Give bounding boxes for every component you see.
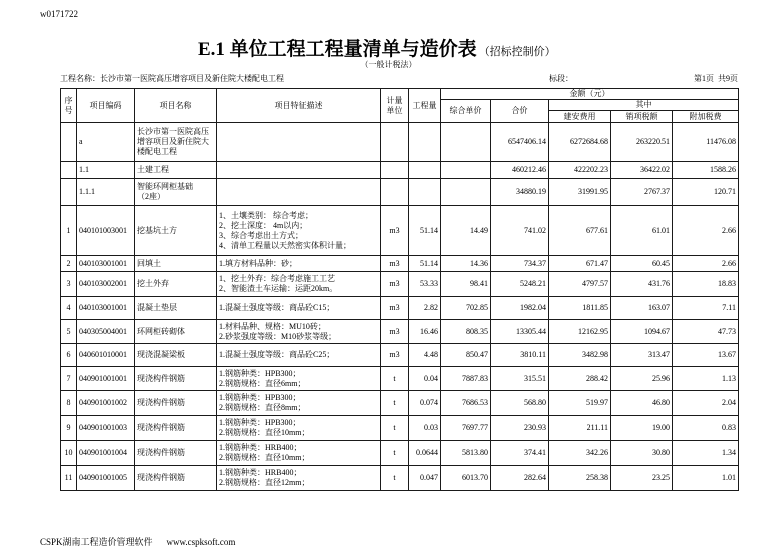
cell-seq: 3 — [61, 272, 77, 297]
footer — [40, 535, 235, 548]
cell-surcharge: 1.01 — [673, 466, 739, 491]
cell-output-tax: 431.76 — [611, 272, 673, 297]
cell-surcharge: 18.83 — [673, 272, 739, 297]
cell-qty — [409, 123, 441, 162]
cell-seq — [61, 162, 77, 179]
cell-unit-price: 14.36 — [441, 256, 491, 272]
cell-construction-cost: 519.97 — [549, 391, 611, 416]
cell-surcharge: 7.11 — [673, 297, 739, 320]
cell-desc: 1.混凝土强度等级：商品砼C25； — [217, 344, 381, 367]
table-row — [61, 179, 739, 206]
cell-unit: t — [381, 441, 409, 466]
cell-qty: 51.14 — [409, 256, 441, 272]
cell-surcharge: 0.83 — [673, 416, 739, 441]
header-unit-price: 综合单价 — [441, 100, 491, 123]
cell-construction-cost: 258.38 — [549, 466, 611, 491]
cell-output-tax: 313.47 — [611, 344, 673, 367]
cell-unit-price: 98.41 — [441, 272, 491, 297]
cell-code: 040601010001 — [77, 344, 135, 367]
cell-code: 040901001005 — [77, 466, 135, 491]
cell-desc — [217, 162, 381, 179]
cell-name: 环网柜砖砌体 — [135, 320, 217, 344]
cell-desc: 1.钢筋种类：HPB300； 2.钢筋规格：直径8mm； — [217, 391, 381, 416]
cell-unit-price: 6013.70 — [441, 466, 491, 491]
cell-code: 040305004001 — [77, 320, 135, 344]
page-title — [198, 34, 556, 61]
cell-code: 1.1 — [77, 162, 135, 179]
table-row — [61, 466, 739, 491]
cell-unit — [381, 162, 409, 179]
tax-method: （一般计税法） — [360, 60, 417, 69]
cell-desc: 1.钢筋种类：HPB300； 2.钢筋规格：直径10mm； — [217, 416, 381, 441]
header-desc: 项目特征描述 — [217, 89, 381, 123]
document-code: w0171722 — [40, 9, 78, 19]
cell-qty: 2.82 — [409, 297, 441, 320]
cell-code: 040101003001 — [77, 206, 135, 256]
cell-unit-price: 7887.83 — [441, 367, 491, 391]
cell-code: 040103002001 — [77, 272, 135, 297]
header-surcharge: 附加税费 — [673, 111, 739, 123]
cell-construction-cost: 1811.85 — [549, 297, 611, 320]
cell-output-tax: 23.25 — [611, 466, 673, 491]
table-row — [61, 206, 739, 256]
cell-qty: 0.04 — [409, 367, 441, 391]
cell-unit: m3 — [381, 297, 409, 320]
cell-seq: 1 — [61, 206, 77, 256]
cell-output-tax: 1094.67 — [611, 320, 673, 344]
cell-qty: 0.03 — [409, 416, 441, 441]
cell-construction-cost: 677.61 — [549, 206, 611, 256]
cell-unit: m3 — [381, 256, 409, 272]
cell-construction-cost: 31991.95 — [549, 179, 611, 206]
cell-seq: 7 — [61, 367, 77, 391]
cell-total: 5248.21 — [491, 272, 549, 297]
cell-name: 挖基坑土方 — [135, 206, 217, 256]
cell-output-tax: 163.07 — [611, 297, 673, 320]
table-row — [61, 367, 739, 391]
cell-unit-price: 7686.53 — [441, 391, 491, 416]
cell-total: 568.80 — [491, 391, 549, 416]
cell-output-tax: 36422.02 — [611, 162, 673, 179]
cell-unit-price — [441, 123, 491, 162]
cell-code: 040901001002 — [77, 391, 135, 416]
header-unit: 计量 单位 — [381, 89, 409, 123]
cell-qty: 0.074 — [409, 391, 441, 416]
table-row — [61, 320, 739, 344]
bill-of-quantities-table — [60, 88, 739, 491]
cell-unit: t — [381, 391, 409, 416]
cell-construction-cost: 12162.95 — [549, 320, 611, 344]
cell-desc — [217, 179, 381, 206]
cell-qty: 4.48 — [409, 344, 441, 367]
cell-surcharge: 2.04 — [673, 391, 739, 416]
cell-output-tax: 61.01 — [611, 206, 673, 256]
section-label: 标段： — [549, 74, 573, 83]
cell-seq: 6 — [61, 344, 77, 367]
cell-construction-cost: 671.47 — [549, 256, 611, 272]
header-total: 合价 — [491, 100, 549, 123]
cell-output-tax: 30.80 — [611, 441, 673, 466]
cell-name: 长沙市第一医院高压 增容项目及新住院大 楼配电工程 — [135, 123, 217, 162]
table-header — [61, 89, 739, 123]
cell-total: 374.41 — [491, 441, 549, 466]
cell-desc: 1、土壤类别： 综合考虑； 2、挖土深度： 4m以内； 3、综合考虑出土方式； 4、清单工程量以天然密实体积计量； — [217, 206, 381, 256]
cell-seq: 5 — [61, 320, 77, 344]
cell-code: a — [77, 123, 135, 162]
cell-code: 040901001004 — [77, 441, 135, 466]
cell-unit — [381, 123, 409, 162]
cell-output-tax: 46.80 — [611, 391, 673, 416]
cell-surcharge: 47.73 — [673, 320, 739, 344]
cell-unit — [381, 179, 409, 206]
table-row — [61, 162, 739, 179]
cell-surcharge: 1.13 — [673, 367, 739, 391]
cell-total: 315.51 — [491, 367, 549, 391]
cell-total: 734.37 — [491, 256, 549, 272]
cell-code: 040901001001 — [77, 367, 135, 391]
cell-desc: 1.填方材料品种：砂； — [217, 256, 381, 272]
cell-name: 回填土 — [135, 256, 217, 272]
cell-unit: m3 — [381, 206, 409, 256]
cell-qty: 53.33 — [409, 272, 441, 297]
table-row — [61, 272, 739, 297]
cell-surcharge: 2.66 — [673, 206, 739, 256]
cell-total: 6547406.14 — [491, 123, 549, 162]
cell-name: 现浇构件钢筋 — [135, 466, 217, 491]
cell-desc: 1.钢筋种类：HRB400； 2.钢筋规格：直径10mm； — [217, 441, 381, 466]
cell-unit-price: 7697.77 — [441, 416, 491, 441]
table-row — [61, 391, 739, 416]
header-seq: 序 号 — [61, 89, 77, 123]
cell-seq: 8 — [61, 391, 77, 416]
cell-name: 现浇混凝梁板 — [135, 344, 217, 367]
cell-unit-price: 808.35 — [441, 320, 491, 344]
cell-name: 现浇构件钢筋 — [135, 441, 217, 466]
cell-total: 1982.04 — [491, 297, 549, 320]
cell-total: 3810.11 — [491, 344, 549, 367]
table-row — [61, 344, 739, 367]
header-of-which: 其中 — [549, 100, 739, 111]
cell-qty: 16.46 — [409, 320, 441, 344]
cell-output-tax: 19.00 — [611, 416, 673, 441]
cell-name: 现浇构件钢筋 — [135, 416, 217, 441]
cell-output-tax: 25.96 — [611, 367, 673, 391]
cell-code: 040901001003 — [77, 416, 135, 441]
cell-unit-price: 850.47 — [441, 344, 491, 367]
cell-total: 230.93 — [491, 416, 549, 441]
cell-surcharge: 1.34 — [673, 441, 739, 466]
cell-unit: t — [381, 416, 409, 441]
cell-code: 040103001001 — [77, 297, 135, 320]
header-row-1 — [61, 89, 739, 100]
header-output-tax: 销项税额 — [611, 111, 673, 123]
cell-output-tax: 263220.51 — [611, 123, 673, 162]
header-name: 项目名称 — [135, 89, 217, 123]
cell-seq: 4 — [61, 297, 77, 320]
cell-unit: m3 — [381, 344, 409, 367]
cell-surcharge: 11476.08 — [673, 123, 739, 162]
cell-name: 现浇构件钢筋 — [135, 367, 217, 391]
cell-unit-price: 702.85 — [441, 297, 491, 320]
footer-software: CSPK湖南工程造价管理软件 — [40, 537, 153, 547]
cell-total: 460212.46 — [491, 162, 549, 179]
title-main: E.1 单位工程工程量清单与造价表 — [198, 39, 477, 60]
title-sub: （招标控制价） — [478, 46, 556, 58]
cell-name: 智能环网柜基础 （2座） — [135, 179, 217, 206]
project-name: 工程名称：长沙市第一医院高压增容项目及新住院大楼配电工程 — [60, 74, 284, 83]
cell-construction-cost: 3482.98 — [549, 344, 611, 367]
cell-total: 13305.44 — [491, 320, 549, 344]
cell-name: 混凝土垫层 — [135, 297, 217, 320]
cell-qty: 51.14 — [409, 206, 441, 256]
cell-desc: 1.钢筋种类：HRB400； 2.钢筋规格：直径12mm； — [217, 466, 381, 491]
cell-unit-price — [441, 179, 491, 206]
cell-code: 1.1.1 — [77, 179, 135, 206]
cell-construction-cost: 4797.57 — [549, 272, 611, 297]
cell-surcharge: 2.66 — [673, 256, 739, 272]
cell-output-tax: 60.45 — [611, 256, 673, 272]
table-row — [61, 297, 739, 320]
cell-output-tax: 2767.37 — [611, 179, 673, 206]
header-construction-cost: 建安费用 — [549, 111, 611, 123]
cell-qty — [409, 179, 441, 206]
cell-unit: t — [381, 466, 409, 491]
cell-seq — [61, 179, 77, 206]
cell-total: 282.64 — [491, 466, 549, 491]
cell-qty: 0.0644 — [409, 441, 441, 466]
cell-unit: t — [381, 367, 409, 391]
cell-construction-cost: 342.26 — [549, 441, 611, 466]
cell-name: 土建工程 — [135, 162, 217, 179]
cell-construction-cost: 288.42 — [549, 367, 611, 391]
table-row — [61, 441, 739, 466]
cell-seq: 9 — [61, 416, 77, 441]
cell-qty: 0.047 — [409, 466, 441, 491]
cell-desc — [217, 123, 381, 162]
cell-total: 34880.19 — [491, 179, 549, 206]
cell-code: 040103001001 — [77, 256, 135, 272]
cell-seq: 10 — [61, 441, 77, 466]
table-row — [61, 416, 739, 441]
cell-desc: 1.材料品种、规格：MU10砖； 2.砂浆强度等级：M10砂浆等级； — [217, 320, 381, 344]
page-info: 第1页 共9页 — [694, 74, 738, 83]
cell-unit: m3 — [381, 272, 409, 297]
cell-surcharge: 120.71 — [673, 179, 739, 206]
cell-construction-cost: 211.11 — [549, 416, 611, 441]
cell-construction-cost: 6272684.68 — [549, 123, 611, 162]
cell-seq: 2 — [61, 256, 77, 272]
cell-seq — [61, 123, 77, 162]
cell-name: 现浇构件钢筋 — [135, 391, 217, 416]
cell-desc: 1.钢筋种类：HPB300； 2.钢筋规格：直径6mm； — [217, 367, 381, 391]
cell-unit-price: 14.49 — [441, 206, 491, 256]
header-qty: 工程量 — [409, 89, 441, 123]
table-row — [61, 123, 739, 162]
footer-website: www.cspksoft.com — [166, 537, 236, 547]
cell-desc: 1.混凝土强度等级：商品砼C15； — [217, 297, 381, 320]
cell-surcharge: 13.67 — [673, 344, 739, 367]
cell-unit-price: 5813.80 — [441, 441, 491, 466]
cell-total: 741.02 — [491, 206, 549, 256]
cell-seq: 11 — [61, 466, 77, 491]
table-body — [61, 123, 739, 491]
table-row — [61, 256, 739, 272]
header-code: 项目编码 — [77, 89, 135, 123]
cell-construction-cost: 422202.23 — [549, 162, 611, 179]
cell-unit: m3 — [381, 320, 409, 344]
cell-surcharge: 1588.26 — [673, 162, 739, 179]
cell-qty — [409, 162, 441, 179]
cell-unit-price — [441, 162, 491, 179]
cell-name: 挖土外弃 — [135, 272, 217, 297]
cell-desc: 1、挖土外弃：综合考虑施工工艺 2、智能渣土车运输：运距20km。 — [217, 272, 381, 297]
header-amount: 金额（元） — [441, 89, 739, 100]
